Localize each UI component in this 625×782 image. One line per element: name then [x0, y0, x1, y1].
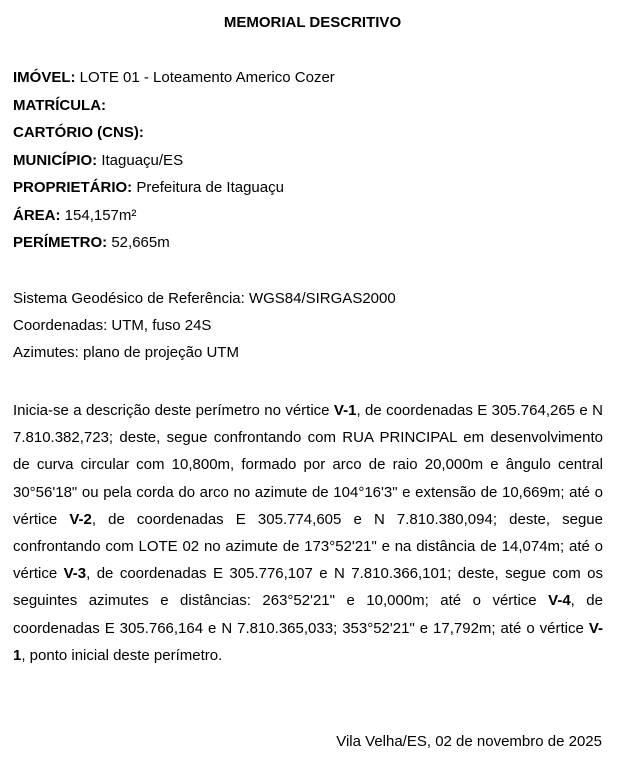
field-label: PROPRIETÁRIO: [13, 179, 133, 196]
vertex-label: V-4 [548, 592, 571, 610]
place-date: Vila Velha/ES, 02 de novembro de 2025 [336, 733, 602, 750]
field-cartorio [13, 122, 613, 150]
field-proprietario [13, 177, 613, 205]
geodetic-info [13, 288, 613, 369]
field-label: PERÍMETRO: [13, 234, 108, 251]
coordinate-system: Coordenadas: UTM, fuso 24S [13, 317, 212, 334]
field-value: Prefeitura de Itaguaçu [136, 179, 284, 196]
field-area [13, 205, 613, 233]
geodetic-system: Sistema Geodésico de Referência: WGS84/SIRGAS2000 [13, 290, 396, 307]
description-text: Inicia-se a descrição deste perímetro no vértice [13, 402, 334, 419]
field-label: ÁREA: [13, 206, 61, 224]
field-municipio [13, 150, 613, 178]
description-text: , de coordenadas E 305.776,107 e N 7.810.366,101; deste, segue com os seguintes azimutes e distâncias: 263°52'21" e 10,000m; até o vértice [13, 565, 603, 610]
field-label: IMÓVEL: [13, 69, 76, 86]
vertex-label: V-1 [13, 619, 603, 664]
description-text: , de coordenadas E 305.774,605 e N 7.810.380,094; deste, segue confrontando com LOTE 02 no azimute de 173°52'21" e na distância de 14,074m; até o vértice [13, 510, 603, 583]
field-label: MUNICÍPIO: [13, 151, 98, 169]
field-value: 52,665m [111, 234, 170, 251]
field-perimetro [13, 232, 613, 260]
vertex-label: V-1 [333, 402, 357, 419]
field-label: MATRÍCULA: [13, 96, 107, 114]
field-imovel [13, 67, 613, 95]
vertex-label: V-2 [69, 510, 92, 528]
property-fields [13, 67, 613, 260]
azimuth-plane: Azimutes: plano de projeção UTM [13, 344, 239, 361]
field-value: LOTE 01 - Loteamento Americo Cozer [79, 69, 335, 86]
field-value: Itaguaçu/ES [101, 151, 184, 169]
field-label: CARTÓRIO (CNS): [13, 124, 144, 141]
description-text: , de coordenadas E 305.764,265 e N 7.810.382,723; deste, segue confrontando com RUA PRINCIPAL em desenvolvimento de curva circular com 10,800m, formado por arco de raio 20,000m e ângulo central 30°56'18" ou pela corda do arco no azimute de 104°16'3" e extensão de 10,669m; até o vértice [13, 402, 603, 528]
perimeter-description [13, 397, 603, 669]
field-value: 154,157m² [64, 206, 137, 224]
field-matricula [13, 95, 613, 123]
description-text: , ponto inicial deste perímetro. [21, 646, 223, 664]
description-text: , de coordenadas E 305.766,164 e N 7.810.365,033; 353°52'21" e 17,792m; até o vértice [13, 592, 603, 637]
vertex-label: V-3 [63, 565, 87, 583]
document-title: MEMORIAL DESCRITIVO [223, 14, 402, 31]
